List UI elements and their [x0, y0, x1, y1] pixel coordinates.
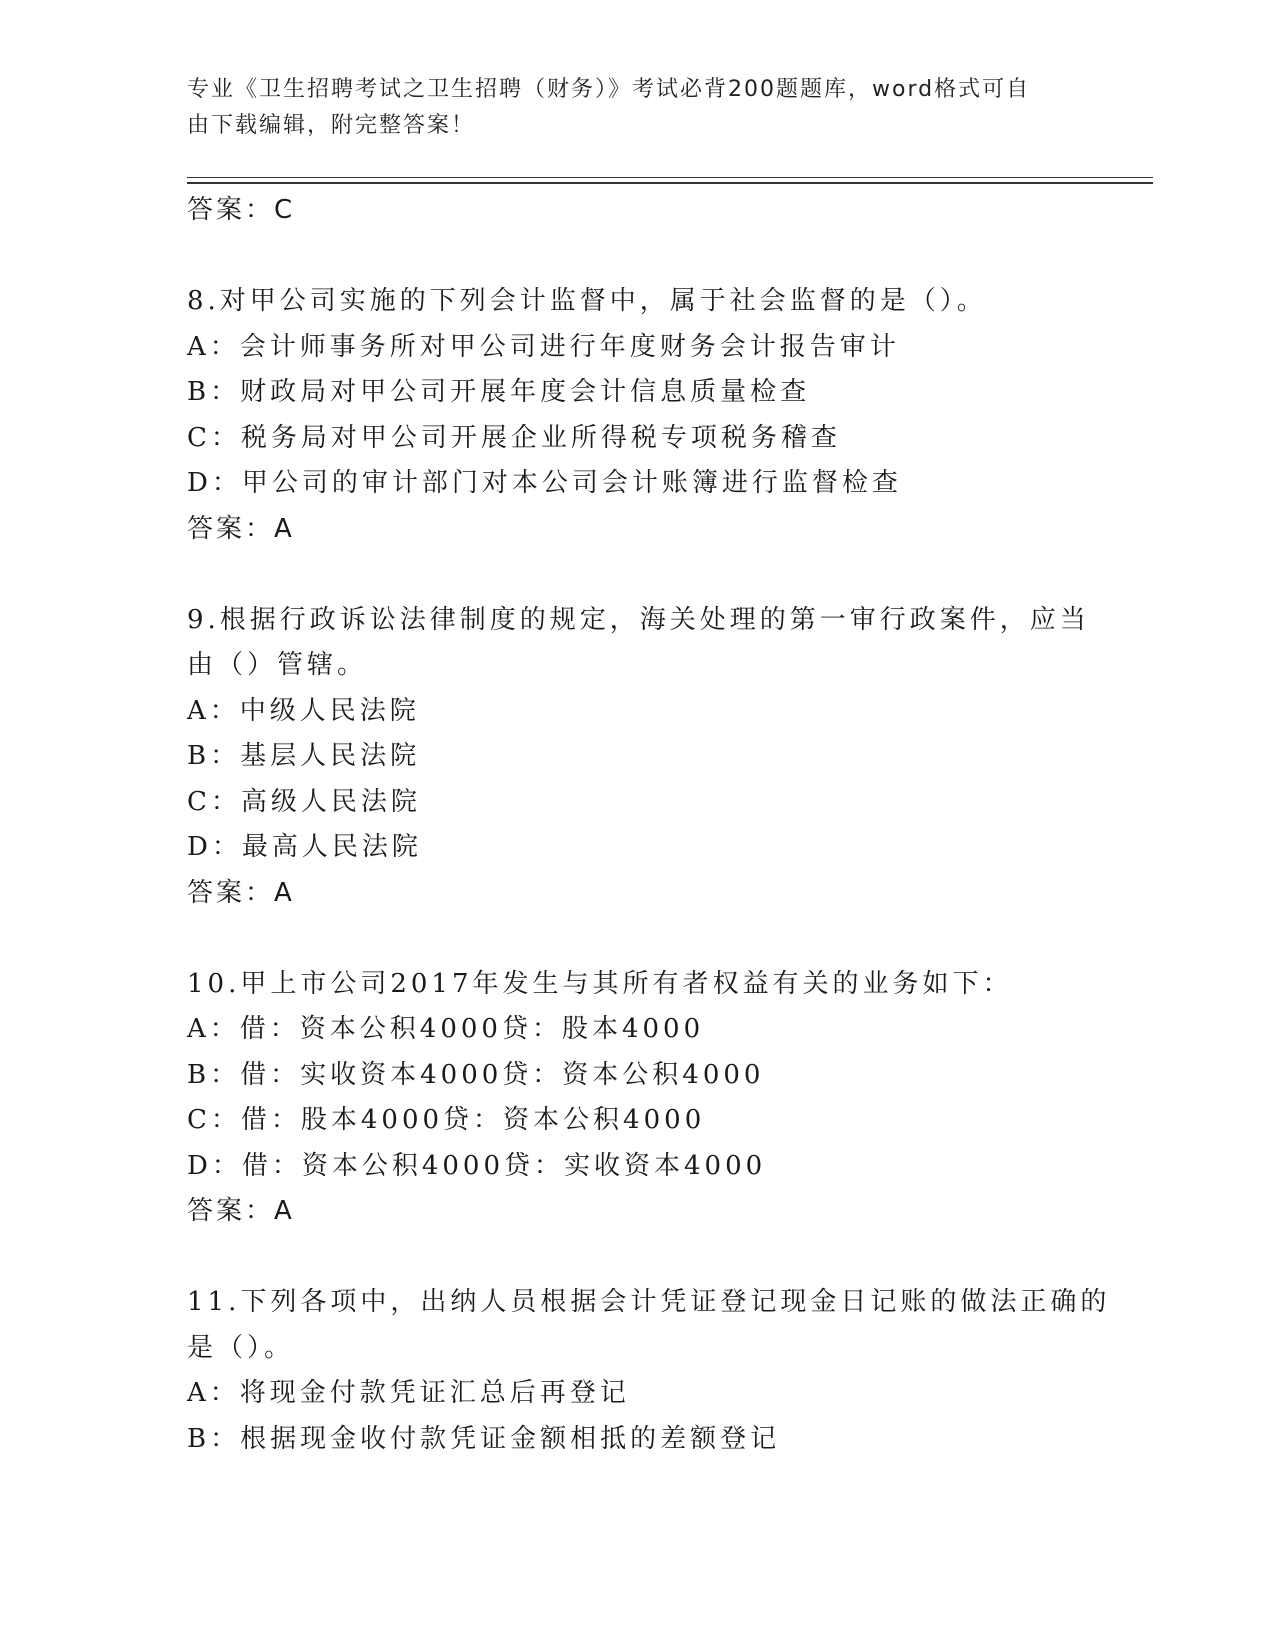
header-divider-thick: [187, 182, 1153, 184]
spacer: [187, 552, 1087, 598]
question-block-11: [187, 1280, 1111, 1462]
option-d: D：甲公司的审计部门对本公司会计账簿进行监督检查: [187, 468, 902, 498]
answer-line: 答案：A: [187, 513, 295, 544]
answer-line: 答案：C: [187, 195, 296, 225]
option-b: B：借：实收资本4000贷：资本公积4000: [187, 1059, 765, 1090]
spacer: [187, 916, 1087, 962]
header-line-1: 专业《卫生招聘考试之卫生招聘（财务）》考试必背200题题库，word格式可自: [187, 77, 1031, 102]
option-b: B：根据现金收付款凭证金额相抵的差额登记: [187, 1423, 781, 1454]
answer-line: 答案：A: [187, 1196, 295, 1226]
spacer: [187, 1235, 1087, 1281]
question-block-9: [187, 598, 1090, 917]
header-divider-thin: [187, 177, 1153, 178]
question-block-8: [187, 279, 1087, 552]
question-text: 10.甲上市公司2017年发生与其所有者权益有关的业务如下：: [187, 968, 1013, 999]
spacer: [187, 234, 1087, 280]
document-header: [187, 72, 1067, 144]
option-d: D：借：资本公积4000贷：实收资本4000: [187, 1150, 767, 1181]
option-a: A：将现金付款凭证汇总后再登记: [187, 1378, 630, 1408]
option-c: C：税务局对甲公司开展企业所得税专项税务稽查: [187, 422, 841, 453]
option-a: A：中级人民法院: [187, 695, 420, 726]
option-d: D：最高人民法院: [187, 832, 422, 862]
option-c: C：高级人民法院: [187, 786, 421, 817]
option-b: B：财政局对甲公司开展年度会计信息质量检查: [187, 377, 811, 407]
question-text-continued: 由（）管辖。: [187, 650, 368, 680]
question-text: 9.根据行政诉讼法律制度的规定，海关处理的第一审行政案件，应当: [187, 604, 1090, 635]
question-block-10: [187, 962, 1087, 1235]
question-text: 8.对甲公司实施的下列会计监督中，属于社会监督的是（）。: [187, 286, 987, 316]
option-a: A：会计师事务所对甲公司进行年度财务会计报告审计: [187, 331, 900, 362]
option-a: A：借：资本公积4000贷：股本4000: [187, 1014, 705, 1044]
question-text: 11.下列各项中，出纳人员根据会计凭证登记现金日记账的做法正确的: [187, 1287, 1111, 1317]
question-text-continued: 是（）。: [187, 1332, 295, 1363]
option-b: B：基层人民法院: [187, 741, 421, 771]
option-c: C：借：股本4000贷：资本公积4000: [187, 1105, 706, 1135]
answer-line: 答案：A: [187, 877, 295, 908]
question-list: [187, 188, 1111, 1462]
header-line-2: 由下载编辑，附完整答案！: [187, 113, 476, 138]
